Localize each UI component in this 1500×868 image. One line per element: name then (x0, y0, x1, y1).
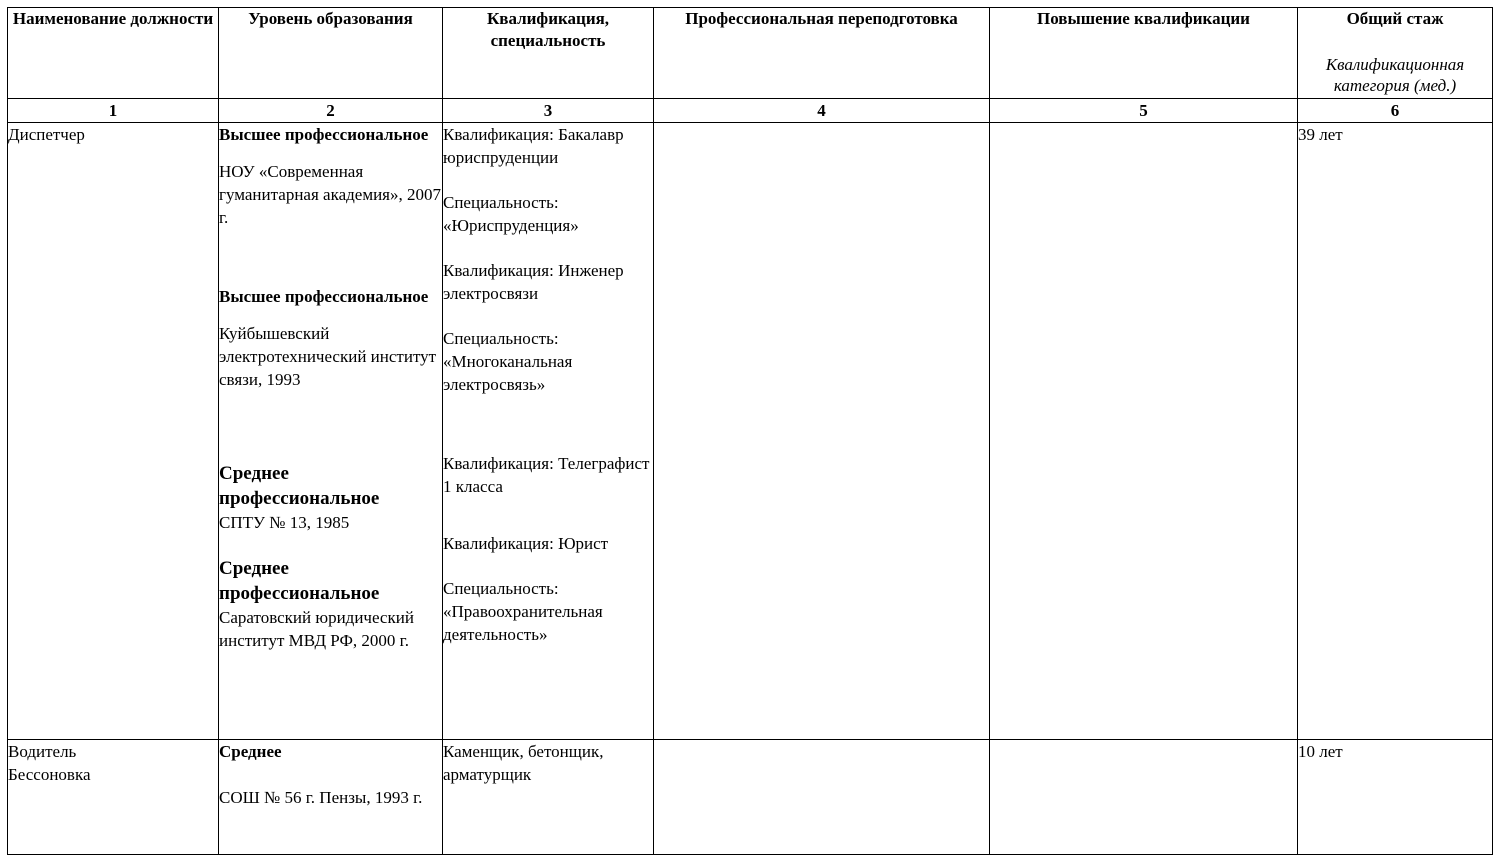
qualification-entry: Квалификация: Телеграфист 1 класса (443, 454, 650, 496)
header-retraining: Профессиональная переподготовка (654, 8, 990, 99)
column-number: 5 (990, 99, 1298, 123)
table-row (8, 123, 1493, 740)
header-experience-title: Общий стаж (1346, 9, 1444, 28)
position-cell (8, 123, 219, 740)
qualification-entry: Специальность: «Правоохранительная деятельность» (443, 579, 603, 644)
advanced-training-cell (990, 740, 1298, 855)
qualification-entry: Квалификация: Юрист (443, 534, 609, 553)
qualification-cell (443, 123, 654, 740)
retraining-cell (654, 740, 990, 855)
header-experience (1298, 8, 1493, 99)
column-number: 1 (8, 99, 219, 123)
education-institution: Куйбышевский электротехнический институт связи, 1993 (219, 324, 437, 389)
header-advanced-training: Повышение квалификации (990, 8, 1298, 99)
qualification-entry: Специальность: «Юриспруденция» (443, 193, 579, 235)
header-education: Уровень образования (219, 8, 443, 99)
column-number: 4 (654, 99, 990, 123)
experience-cell: 10 лет (1298, 740, 1493, 855)
position-cell (8, 740, 219, 855)
education-level: Среднее (219, 742, 282, 761)
header-qualification: Квалификация, специальность (443, 8, 654, 99)
qualification-entry: Квалификация: Бакалавр юриспруденции (443, 125, 624, 167)
header-position: Наименование должности (8, 8, 219, 99)
qualification-cell (443, 740, 654, 855)
qualification-entry: Квалификация: Инженер электросвязи (443, 261, 624, 303)
qualification-entry: Специальность: «Многоканальная электросвязь» (443, 329, 573, 394)
position-name: Водитель (8, 742, 77, 761)
column-number: 3 (443, 99, 654, 123)
column-number-row (8, 99, 1493, 123)
education-level: Высшее профессиональное (219, 287, 429, 306)
table-row (8, 740, 1493, 855)
education-level: Среднее профессиональное (219, 463, 380, 509)
education-institution: СПТУ № 13, 1985 (219, 513, 350, 532)
column-number: 2 (219, 99, 443, 123)
education-cell (219, 740, 443, 855)
advanced-training-cell (990, 123, 1298, 740)
position-location: Бессоновка (8, 765, 91, 784)
education-institution: СОШ № 56 г. Пензы, 1993 г. (219, 788, 423, 807)
staff-table (7, 7, 1493, 855)
header-category-subtitle: Квалификационная категория (мед.) (1325, 55, 1465, 95)
experience-cell: 39 лет (1298, 123, 1493, 740)
education-level: Высшее профессиональное (219, 125, 429, 144)
education-institution: Саратовский юридический институт МВД РФ, 2000 г. (219, 608, 414, 650)
education-institution: НОУ «Современная гуманитарная академия», 2007 г. (219, 162, 441, 227)
education-cell (219, 123, 443, 740)
education-level: Среднее профессиональное (219, 558, 380, 604)
retraining-cell (654, 123, 990, 740)
column-number: 6 (1298, 99, 1493, 123)
qualification-entry: Каменщик, бетонщик, арматурщик (443, 742, 604, 784)
header-row (8, 8, 1493, 99)
position-name: Диспетчер (8, 125, 85, 144)
